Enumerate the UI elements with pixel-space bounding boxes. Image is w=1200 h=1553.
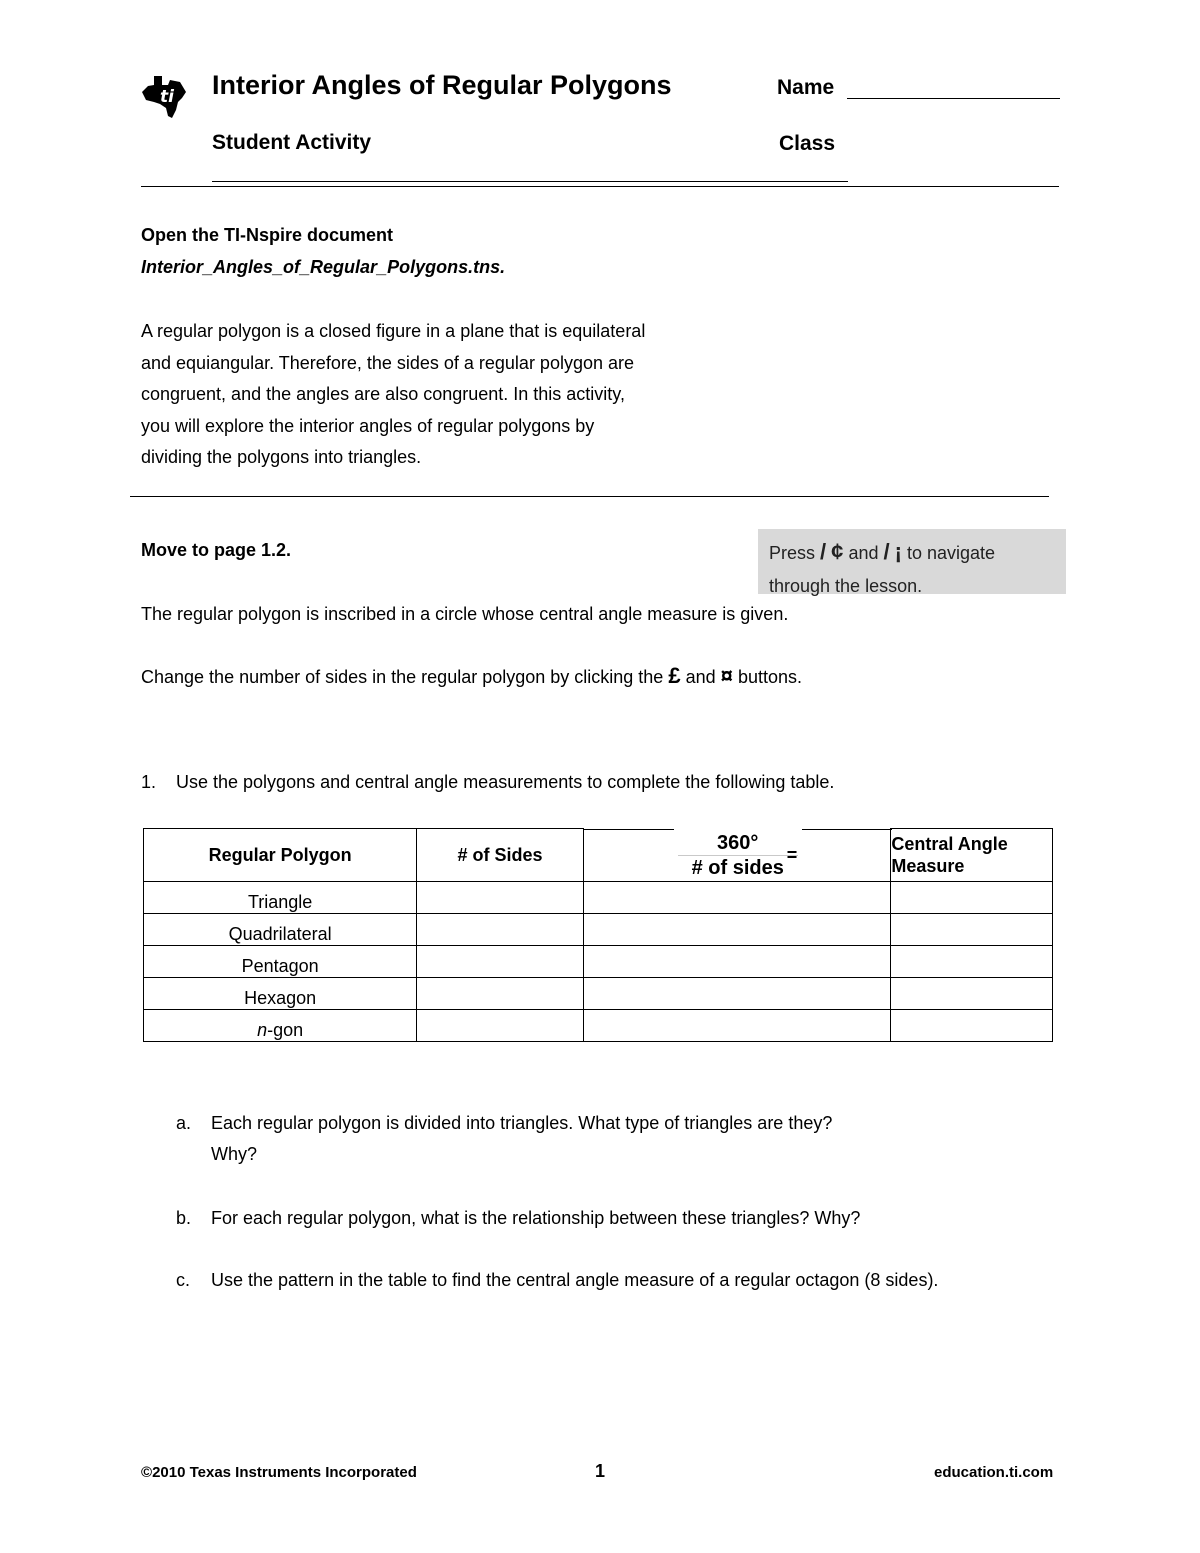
header-central-line2: Measure	[891, 856, 965, 876]
polygon-cell: Pentagon	[144, 946, 417, 978]
fraction-denominator: # of sides	[691, 856, 784, 879]
change-text: Change the number of sides in the regular polygon by clicking the	[141, 667, 664, 687]
central-angle-input-cell[interactable]	[891, 1010, 1053, 1042]
fraction-input-cell[interactable]	[583, 882, 891, 914]
central-angle-table	[143, 828, 1053, 1042]
polygon-cell: Hexagon	[144, 978, 417, 1010]
footer-copyright	[141, 1464, 417, 1481]
tip-rest-line2: through the lesson.	[769, 576, 923, 596]
fraction-input-cell[interactable]	[583, 978, 891, 1010]
header-regular-polygon: Regular Polygon	[144, 829, 417, 882]
sides-input-cell[interactable]	[417, 978, 583, 1010]
subquestion-c	[176, 1265, 938, 1296]
tip-and: and	[848, 543, 879, 563]
fraction-input-cell[interactable]	[583, 914, 891, 946]
sides-input-cell[interactable]	[417, 1010, 583, 1042]
intro-line: you will explore the interior angles of regular polygons by	[141, 415, 595, 436]
fraction-formula	[678, 831, 798, 880]
footer-site: education.ti.com	[934, 1464, 1054, 1481]
name-label: Name	[777, 76, 835, 99]
intro-line: congruent, and the angles are also congruent. In this activity,	[141, 384, 625, 404]
page-number: 1	[595, 1461, 606, 1481]
copyright-icon: ©	[141, 1464, 153, 1481]
table-row	[144, 978, 1053, 1010]
table-row	[144, 1010, 1053, 1042]
intro-line: dividing the polygons into triangles.	[141, 447, 422, 467]
header-divider	[141, 186, 1059, 187]
tip-press: Press	[769, 543, 816, 563]
down-arrow-button-icon: ¤	[720, 663, 733, 688]
subquestion-text: For each regular polygon, what is the relationship between these triangles? Why?	[211, 1208, 861, 1228]
sides-input-cell[interactable]	[417, 946, 583, 978]
subquestion-label: b.	[176, 1208, 192, 1228]
n-variable: n	[257, 1020, 268, 1040]
sides-input-cell[interactable]	[417, 914, 583, 946]
intro-line: A regular polygon is a closed figure in a plane that is equilateral	[141, 321, 646, 341]
central-angle-input-cell[interactable]	[891, 978, 1053, 1010]
section-divider	[130, 496, 1049, 497]
polygon-cell	[144, 1010, 417, 1042]
navigation-tip-box	[758, 529, 1066, 594]
copyright-text: 2010 Texas Instruments Incorporated	[152, 1464, 417, 1481]
central-angle-input-cell[interactable]	[891, 946, 1053, 978]
fraction-numerator: 360°	[678, 831, 798, 856]
ti-logo-icon	[140, 72, 190, 122]
table-row	[144, 882, 1053, 914]
intro-paragraph	[141, 316, 721, 474]
change-and: and	[685, 667, 716, 687]
fraction-equals: =	[786, 844, 798, 865]
sides-input-cell[interactable]	[417, 882, 583, 914]
question-number: 1.	[141, 772, 157, 792]
subquestion-text: Each regular polygon is divided into triangles. What type of triangles are they?	[211, 1113, 833, 1133]
open-document-instruction: Open the TI-Nspire document	[141, 225, 394, 245]
central-angle-input-cell[interactable]	[891, 914, 1053, 946]
subquestion-b	[176, 1203, 860, 1234]
fraction-input-cell[interactable]	[583, 1010, 891, 1042]
header-num-sides: # of Sides	[417, 829, 583, 882]
class-label: Class	[779, 132, 836, 155]
header-central-angle	[891, 829, 1053, 882]
polygon-cell: Quadrilateral	[144, 914, 417, 946]
header-central-line1: Central Angle	[891, 834, 1008, 854]
up-arrow-button-icon: £	[668, 663, 681, 688]
page-title: Interior Angles of Regular Polygons	[212, 70, 672, 100]
right-arrow-key-icon: ¢	[831, 539, 844, 564]
subquestion-text: Why?	[211, 1144, 258, 1164]
inscribed-text: The regular polygon is inscribed in a circle whose central angle measure is given.	[141, 604, 789, 624]
header-fraction	[583, 829, 891, 882]
class-field-line[interactable]	[212, 181, 848, 182]
subquestion-label: c.	[176, 1270, 191, 1290]
question-text: Use the polygons and central angle measurements to complete the following table.	[176, 772, 835, 792]
table-header-row	[144, 829, 1053, 882]
move-to-page-heading: Move to page 1.2.	[141, 540, 292, 560]
polygon-cell: Triangle	[144, 882, 417, 914]
svg-text:ti: ti	[160, 87, 174, 107]
central-angle-input-cell[interactable]	[891, 882, 1053, 914]
document-filename: Interior_Angles_of_Regular_Polygons.tns.	[141, 257, 506, 277]
subquestion-label: a.	[176, 1113, 192, 1133]
tip-rest: to navigate	[906, 543, 996, 563]
table-row	[144, 914, 1053, 946]
change-sides-instruction	[141, 663, 802, 689]
ctrl-key-icon: /	[883, 539, 890, 564]
page-subtitle: Student Activity	[212, 131, 372, 154]
name-field-line[interactable]	[847, 98, 1060, 99]
left-arrow-key-icon: ¡	[894, 539, 902, 564]
subquestion-text: Use the pattern in the table to find the central angle measure of a regular octagon (8 sides).	[211, 1270, 939, 1290]
change-after: buttons.	[737, 667, 802, 687]
table-row	[144, 946, 1053, 978]
ctrl-key-icon: /	[820, 539, 827, 564]
fraction-input-cell[interactable]	[583, 946, 891, 978]
subquestion-a	[176, 1108, 832, 1170]
intro-line: and equiangular. Therefore, the sides of a regular polygon are	[141, 352, 635, 373]
gon-suffix: -gon	[267, 1020, 304, 1040]
